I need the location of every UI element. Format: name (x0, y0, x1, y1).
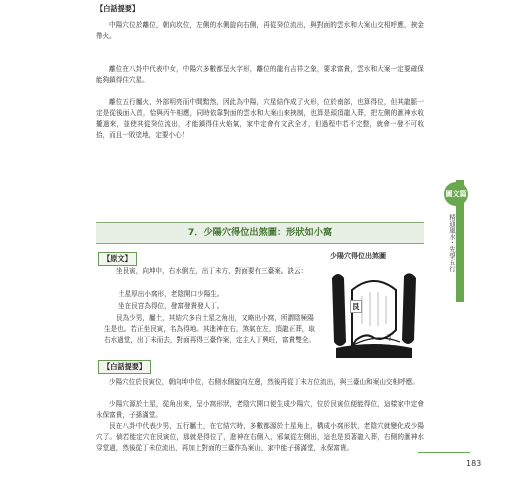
paragraph: 離位在八卦中代表中女，中陽穴多數都呈火字形，離位的龍有吉祥之象，要求富貴，雲水和大案一定要確保能夠鎮得住穴星。 (96, 65, 424, 84)
paragraph: 中陽穴位於離位，朝向坎位，左側的水側旋向右側，再從癸位流出，與對面的雲水和大案山交相呼應，挾金帶火。 (96, 21, 424, 40)
footer-rule (418, 452, 470, 453)
paragraph: 少陽穴源於土星，從角出來，呈小窩形狀，老陰穴開口便生成少陽穴，位於艮寅位便能得位，這樣家中定會永保富貴，子孫滿堂。 (96, 400, 424, 419)
mountain-right (402, 273, 416, 344)
feng-shui-diagram-svg (328, 268, 420, 360)
section-title-bar (96, 222, 424, 244)
paragraph: 離位五行屬火，外部明亮而中間黯然，因此為中陽，穴星結作成了火形，位於南部，也算得位，但其龍脈一定是從後面入首，恰與丙午相應，同時依靠對面的雲水和大案山來挾制，也算是頭頂龍入葬，把左側的滙神水收攏過來，並使其從癸位流出，才能鎮得住火焰氣，家中定會有文武全才，但過程中若不完整，就會一發不可收拾，而且一敗塗地，定要小心！ (96, 98, 424, 139)
verse-line: 土星厚出小窩形，老陰開口少陽生。 (118, 290, 224, 298)
section-header-original: 【原文】 (98, 252, 137, 266)
paragraph: 艮在八卦中代表少男，五行屬土，在它結穴時，多數都源於土星角上，構成小窩形狀，老陰穴就變化成少陽穴了。倘若能定穴在艮寅位，那就是得位了，進神在右側入，邪氣從左側出，這也是頂著龍入葬，右側的滙神水穿堂過，然後從丁未位流出，再加上對面的三臺作為案山，家中能子孫滿堂，永保富貴。 (96, 422, 424, 452)
paragraph: 少陽穴位於艮寅位，朝向坤申位，右側水側旋向左邊，然後再從丁未方位流出，與三臺山和案山交相呼應。 (109, 378, 419, 386)
mountain-left (332, 274, 346, 346)
original-text-line: 艮為少男，屬土，其結穴多自土星之角出，又略出小窩，所謂陰極陽生是也。若正坐艮寅，名為得地。其進神在右，煞氣在左，頂龍正葬，取右水過堂，出丁未而去，對面再得三臺作案，定主人丁興旺，富貴雙全。 (104, 314, 315, 344)
original-text-line: 坐艮寅，向坤申，右水倒左，出丁未方，對面要有三臺案。訣云： (116, 267, 308, 275)
feng-shui-diagram (328, 268, 420, 360)
diagram-label-gen: 艮 (352, 302, 360, 311)
diagram-label-ding: 丁 (386, 333, 394, 342)
figure-caption: 少陽穴得位出煞圖 (330, 252, 386, 260)
page-number: 183 (466, 459, 482, 468)
section-header-summary-2: 【白話提要】 (98, 360, 151, 374)
side-tab-text: 精通風水・先學五行 (448, 214, 456, 272)
verse-line: 坐在艮宮為得位，發富發貴發人丁。 (118, 302, 224, 310)
mountain-bottom (336, 344, 412, 358)
side-tab-badge: 圖文篇 (444, 182, 468, 206)
section-header-summary-1: 【白話提要】 (96, 4, 140, 13)
section-title: 7．少陽穴得位出煞圖：形狀如小窩 (187, 227, 333, 238)
